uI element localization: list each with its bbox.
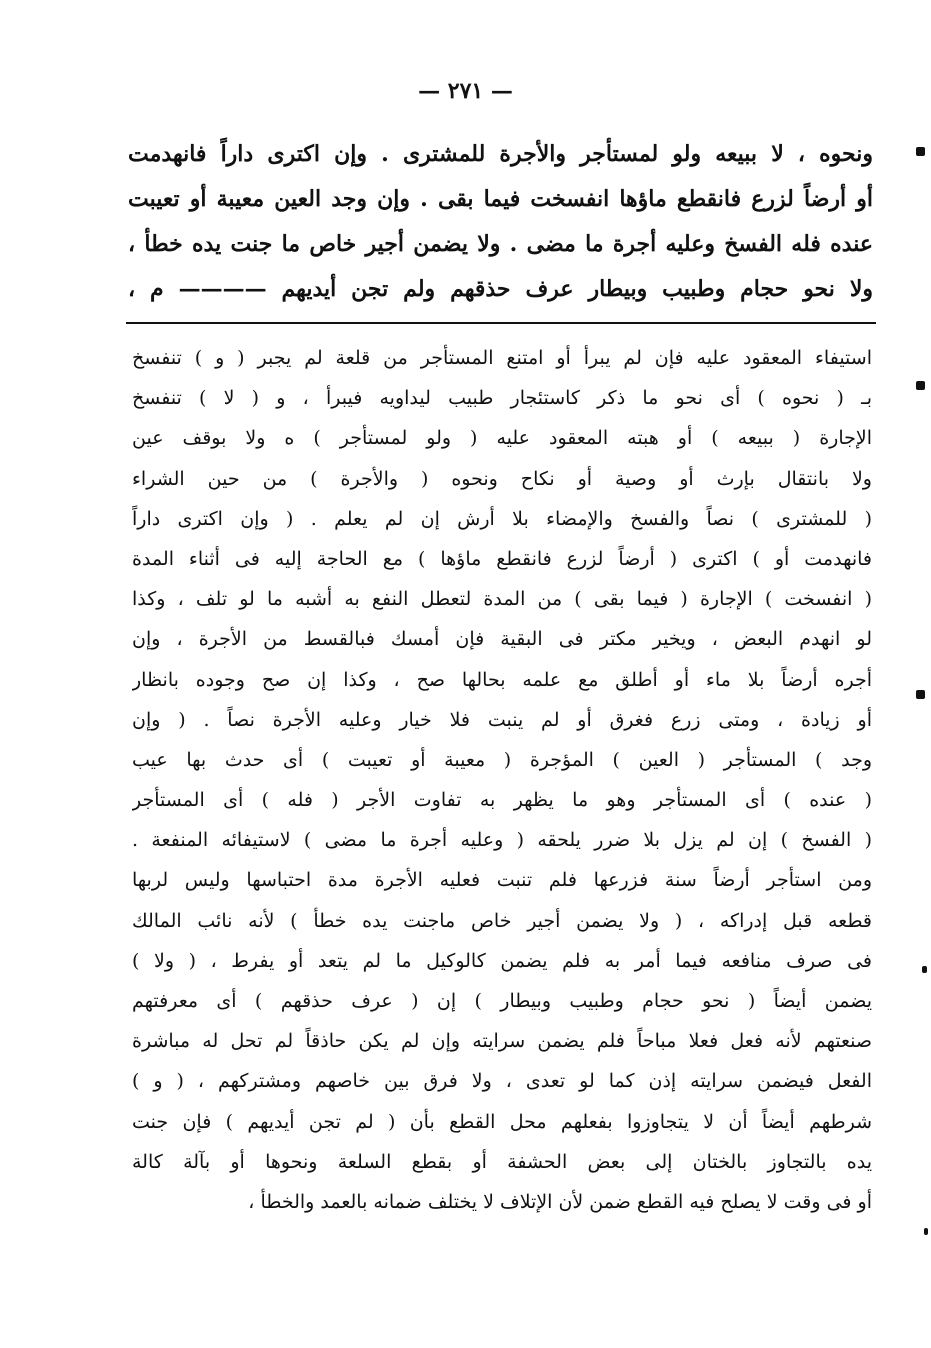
commentary-line: بـ ( نحوه ) أى نحو ما ذكر كاستئجار طبيب ليداويه فيبرأ ، و ( لا ) تنفسخ — [132, 387, 872, 410]
commentary-line: استيفاء المعقود عليه فإن لم يبرأ أو امتنع المستأجر من قلعة لم يجبر ( و ) تنفسخ — [132, 347, 872, 369]
commentary-line: أو زيادة ، ومتى زرع فغرق أو لم ينبت فلا خيار وعليه الأجرة نصاً . ( وإن — [132, 708, 872, 731]
page-number: — ٢٧١ — — [418, 78, 513, 104]
commentary-line: أو فى وقت لا يصلح فيه القطع ضمن لأن الإتلاف لا يختلف ضمانه بالعمد والخطأ ، — [248, 1190, 872, 1213]
commentary-line: أجره أرضاً بلا ماء أو أطلق مع علمه بحالها صح ، وكذا إن صح وجوده بانظار — [132, 668, 872, 691]
margin-dot-mark — [916, 147, 925, 156]
margin-dot-mark — [924, 1228, 928, 1235]
commentary-line: فانهدمت أو ) اكترى ( أرضاً لزرع فانقطع ماؤها ) مع الحاجة إليه فى أثناء المدة — [132, 547, 872, 570]
main-text-line: عنده فله الفسخ وعليه أجرة ما مضى . ولا يضمن أجير خاص ما جنت يده خطأ ، — [128, 231, 873, 257]
commentary-line: يضمن أيضاً ( نحو حجام وطبيب وبيطار ) إن ( عرف حذقهم ) أى معرفتهم — [132, 990, 872, 1012]
commentary-line: ولا بانتقال بإرث أو وصية أو نكاح ونحوه ( والأجرة ) من حين الشراء — [132, 467, 872, 490]
margin-dot-mark — [922, 966, 927, 973]
commentary-line: شرطهم أيضاً أن لا يتجاوزوا بفعلهم محل القطع بأن ( لم تجن أيديهم ) فإن جنت — [132, 1110, 872, 1133]
main-text-line: ونحوه ، لا ببيعه ولو لمستأجر والأجرة للمشترى . وإن اكترى داراً فانهدمت — [128, 141, 873, 167]
commentary-line: ( للمشترى ) نصاً والفسخ والإمضاء بلا أرش إن لم يعلم . ( وإن اكترى داراً — [132, 507, 872, 530]
main-text-line: ولا نحو حجام وطبيب وبيطار عرف حذقهم ولم تجن أيديهم ———— م ، — [128, 276, 873, 302]
main-text-line: أو أرضاً لزرع فانقطع ماؤها انفسخت فيما بقى . وإن وجد العين معيبة أو تعيبت — [128, 186, 873, 212]
commentary-line: صنعتهم لأنه فعل فعلا مباحاً فلم يضمن سرايته وإن لم يكن حاذقاً لم تحل له مباشرة — [132, 1030, 872, 1053]
margin-dot-mark — [916, 690, 925, 699]
commentary-line: ( الفسخ ) إن لم يزل بلا ضرر يلحقه ( وعليه أجرة ما مضى ) لاستيفائه المنفعة . — [132, 829, 872, 852]
commentary-line: يده بالتجاوز بالختان إلى بعض الحشفة أو بقطع السلعة ونحوها أو بآلة كالة — [132, 1150, 872, 1173]
section-divider — [126, 322, 876, 324]
commentary-line: ومن استأجر أرضاً سنة فزرعها فلم تنبت فعليه الأجرة مدة احتباسها وليس لربها — [132, 869, 872, 892]
commentary-line: لو انهدم البعض ، ويخير مكتر فى البقية فإن أمسك فبالقسط من الأجرة ، وإن — [132, 628, 872, 651]
commentary-line: فى صرف منافعه فيما أمر به فلم يضمن كالوكيل ما لم يتعد أو يفرط ، ( ولا ) — [132, 949, 872, 972]
commentary-line: ( انفسخت ) الإجارة ( فيما بقى ) من المدة لتعطل النفع به أشبه ما لو تلف ، وكذا — [132, 588, 872, 611]
commentary-line: قطعه قبل إدراكه ، ( ولا يضمن أجير خاص ماجنت يده خطأ ) لأنه نائب المالك — [132, 909, 872, 932]
commentary-line: ( عنده ) أى المستأجر وهو ما يظهر به تفاوت الأجر ( فله ) أى المستأجر — [132, 789, 872, 812]
commentary-line: الفعل فيضمن سرايته إذن كما لو تعدى ، ولا فرق بين خاصهم ومشتركهم ، ( و ) — [132, 1070, 872, 1093]
main-text-block — [128, 132, 873, 312]
commentary-line: الإجارة ( ببيعه ) أو هبته المعقود عليه ( ولو لمستأجر ) ه ولا بوقف عين — [132, 427, 872, 450]
commentary-text-block — [132, 338, 872, 1222]
margin-dot-mark — [916, 381, 925, 390]
commentary-line: وجد ) المستأجر ( العين ) المؤجرة ( معيبة أو تعيبت ) أى حدث بها عيب — [132, 748, 872, 771]
